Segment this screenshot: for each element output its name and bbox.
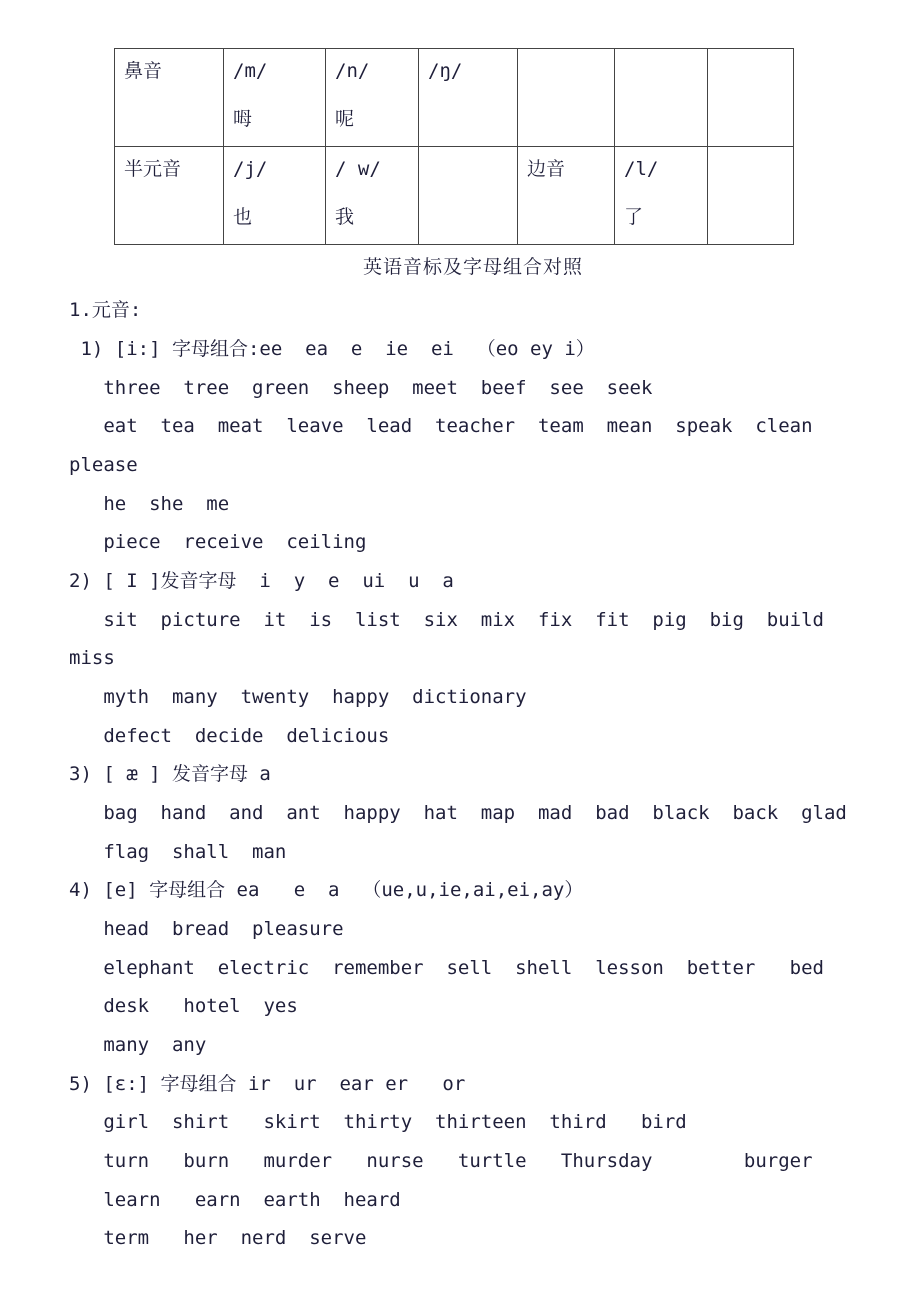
cell-example: 呣 <box>233 108 253 130</box>
text-line: elephant electric remember sell shell lesson better bed <box>69 957 824 979</box>
cell-phonetic <box>624 59 707 83</box>
table-cell <box>518 49 615 147</box>
table-cell <box>224 49 326 147</box>
cell-phonetic: /m/ <box>233 60 268 82</box>
cell-phonetic: 鼻音 <box>124 60 163 82</box>
text-line: eat tea meat leave lead teacher team mean speak clean <box>69 415 813 437</box>
cell-phonetic <box>428 157 517 181</box>
table-cell <box>115 49 224 147</box>
cell-phonetic: /l/ <box>624 158 659 180</box>
table-cell <box>615 49 708 147</box>
table-cell <box>224 147 326 245</box>
table-cell <box>615 147 708 245</box>
text-line: piece receive ceiling <box>69 531 367 553</box>
table-cell <box>708 49 794 147</box>
text-line: three tree green sheep meet beef see seek <box>69 377 653 399</box>
text-line: 2) [ I ]发音字母 i y e ui u a <box>69 570 454 592</box>
cell-example <box>428 107 517 131</box>
table-cell <box>326 49 419 147</box>
text-line: girl shirt skirt thirty thirteen third bird <box>69 1111 687 1133</box>
table-cell <box>115 147 224 245</box>
text-line: 1) [i:] 字母组合:ee ea e ie ei （eo ey i） <box>69 338 595 360</box>
cell-phonetic: 半元音 <box>124 158 182 180</box>
cell-phonetic: /ŋ/ <box>428 60 463 82</box>
table-cell <box>419 147 518 245</box>
text-line: 3) [ æ ] 发音字母 a <box>69 763 271 785</box>
cell-example: 也 <box>233 206 253 228</box>
cell-phonetic: /j/ <box>233 158 268 180</box>
cell-phonetic <box>717 157 793 181</box>
cell-example: 呢 <box>335 108 355 130</box>
text-line: term her nerd serve <box>69 1227 367 1249</box>
cell-phonetic <box>717 59 793 83</box>
text-line: bag hand and ant happy hat map mad bad black back glad <box>69 802 847 824</box>
document-title: 英语音标及字母组合对照 <box>362 256 583 278</box>
table-cell <box>326 147 419 245</box>
cell-phonetic: /n/ <box>335 60 370 82</box>
table-cell <box>708 147 794 245</box>
cell-example: 了 <box>624 206 644 228</box>
cell-phonetic: 边音 <box>527 158 566 180</box>
text-line: 4) [e] 字母组合 ea e a （ue,u,ie,ai,ei,ay） <box>69 879 584 901</box>
text-line: he she me <box>69 493 230 515</box>
table-cell <box>518 147 615 245</box>
text-line: myth many twenty happy dictionary <box>69 686 527 708</box>
text-line: 1.元音: <box>69 299 142 321</box>
text-line: sit picture it is list six mix fix fit pig big build <box>69 609 824 631</box>
text-line: many any <box>69 1034 207 1056</box>
text-line: defect decide delicious <box>69 725 390 747</box>
text-line: head bread pleasure <box>69 918 344 940</box>
text-line: 5) [ɛ:] 字母组合 ir ur ear er or <box>69 1073 466 1095</box>
text-line: flag shall man <box>69 841 287 863</box>
text-line: miss <box>69 647 115 669</box>
text-line: desk hotel yes <box>69 995 298 1017</box>
text-line: turn burn murder nurse turtle Thursday burger <box>69 1150 813 1172</box>
text-line: learn earn earth heard <box>69 1189 401 1211</box>
cell-phonetic: / w/ <box>335 158 381 180</box>
cell-phonetic <box>527 59 614 83</box>
table-cell <box>419 49 518 147</box>
table-row <box>115 147 794 245</box>
text-line: please <box>69 454 138 476</box>
phonetic-table <box>114 48 794 245</box>
cell-example: 我 <box>335 206 355 228</box>
table-row <box>115 49 794 147</box>
